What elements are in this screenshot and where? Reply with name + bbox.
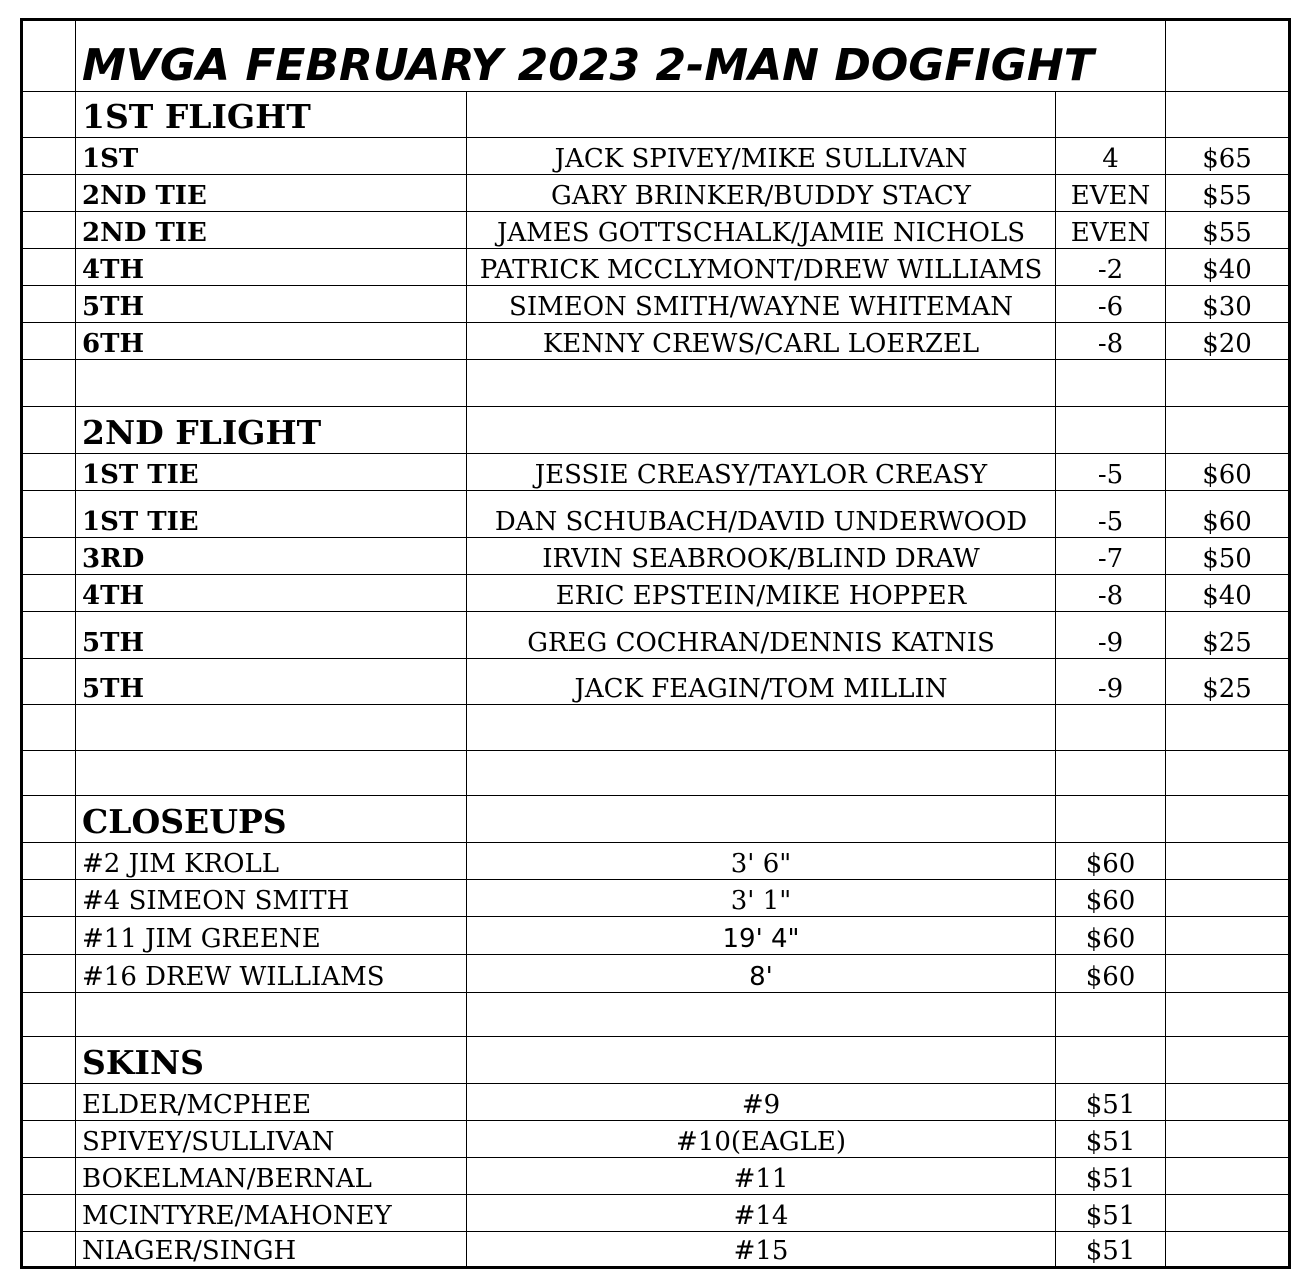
table-row [22,323,1290,360]
prize-cell: $25 [1166,659,1290,705]
section-header [22,1037,1290,1084]
section-title-closeups: CLOSEUPS [82,802,287,841]
prize-cell: $25 [1166,612,1290,659]
empty-row [22,751,1290,796]
place-cell: 5TH [76,286,467,323]
place-cell: 5TH [76,612,467,659]
hole-cell: #11 [467,1158,1056,1195]
team-cell: SIMEON SMITH/WAYNE WHITEMAN [467,286,1056,323]
score-cell: -7 [1056,538,1166,575]
section-header [22,92,1290,138]
team-cell: SPIVEY/SULLIVAN [76,1121,467,1158]
table-row [22,491,1290,538]
prize-cell: $51 [1056,1084,1166,1121]
prize-cell: $51 [1056,1121,1166,1158]
table-row [22,138,1290,175]
team-cell: PATRICK MCCLYMONT/DREW WILLIAMS [467,249,1056,286]
team-cell: JAMES GOTTSCHALK/JAMIE NICHOLS [467,212,1056,249]
section-title-1st-flight: 1ST FLIGHT [82,97,311,136]
score-cell: -9 [1056,659,1166,705]
prize-cell: $20 [1166,323,1290,360]
table-row [22,1084,1290,1121]
team-cell: JACK SPIVEY/MIKE SULLIVAN [467,138,1056,175]
table-row [22,212,1290,249]
empty-row [22,360,1290,407]
prize-cell: $65 [1166,138,1290,175]
prize-cell: $55 [1166,175,1290,212]
prize-cell: $55 [1166,212,1290,249]
table-row [22,880,1290,917]
table-row [22,1195,1290,1232]
table-row [22,955,1290,993]
score-cell: 4 [1056,138,1166,175]
place-cell: 4TH [76,249,467,286]
prize-cell: $51 [1056,1232,1166,1268]
table-row [22,175,1290,212]
table-row [22,575,1290,612]
team-cell: ERIC EPSTEIN/MIKE HOPPER [467,575,1056,612]
place-cell: 5TH [76,659,467,705]
place-cell: 2ND TIE [76,212,467,249]
place-cell: 6TH [76,323,467,360]
empty-row [22,993,1290,1037]
score-cell: -5 [1056,491,1166,538]
section-header [22,407,1290,454]
table-row [22,843,1290,880]
distance-cell: 19' 4" [467,917,1056,955]
table-row [22,454,1290,491]
results-table [20,18,1291,1269]
prize-cell: $60 [1056,955,1166,993]
prize-cell: $40 [1166,575,1290,612]
score-cell: -8 [1056,323,1166,360]
place-cell: 1ST TIE [76,454,467,491]
player-cell: #16 DREW WILLIAMS [76,955,467,993]
place-cell: 1ST [76,138,467,175]
prize-cell: $51 [1056,1158,1166,1195]
team-cell: GREG COCHRAN/DENNIS KATNIS [467,612,1056,659]
score-cell: EVEN [1056,212,1166,249]
prize-cell: $60 [1166,454,1290,491]
player-cell: #4 SIMEON SMITH [76,880,467,917]
team-cell: BOKELMAN/BERNAL [76,1158,467,1195]
table-row [22,286,1290,323]
prize-cell: $51 [1056,1195,1166,1232]
place-cell: 2ND TIE [76,175,467,212]
team-cell: IRVIN SEABROOK/BLIND DRAW [467,538,1056,575]
team-cell: KENNY CREWS/CARL LOERZEL [467,323,1056,360]
hole-cell: #9 [467,1084,1056,1121]
team-cell: JACK FEAGIN/TOM MILLIN [467,659,1056,705]
prize-cell: $60 [1056,917,1166,955]
prize-cell: $60 [1166,491,1290,538]
score-cell: -8 [1056,575,1166,612]
score-cell: -5 [1056,454,1166,491]
prize-cell: $60 [1056,880,1166,917]
score-cell: -9 [1056,612,1166,659]
distance-cell: 3' 1" [467,880,1056,917]
empty-row [22,705,1290,751]
team-cell: ELDER/MCPHEE [76,1084,467,1121]
score-cell: -2 [1056,249,1166,286]
table-row [22,659,1290,705]
hole-cell: #15 [467,1232,1056,1268]
team-cell: JESSIE CREASY/TAYLOR CREASY [467,454,1056,491]
prize-cell: $60 [1056,843,1166,880]
prize-cell: $30 [1166,286,1290,323]
player-cell: #2 JIM KROLL [76,843,467,880]
page-title: MVGA FEBRUARY 2023 2-MAN DOGFIGHT [82,40,1094,91]
hole-cell: #10(EAGLE) [467,1121,1056,1158]
table-row [22,917,1290,955]
distance-cell: 8' [467,955,1056,993]
player-cell: #11 JIM GREENE [76,917,467,955]
team-cell: MCINTYRE/MAHONEY [76,1195,467,1232]
table-row [22,1158,1290,1195]
table-row [22,1121,1290,1158]
table-row [22,249,1290,286]
table-row [22,538,1290,575]
place-cell: 1ST TIE [76,491,467,538]
team-cell: NIAGER/SINGH [76,1232,467,1268]
title-row [22,20,1290,92]
section-title-skins: SKINS [82,1043,204,1082]
section-title-2nd-flight: 2ND FLIGHT [82,413,322,452]
team-cell: GARY BRINKER/BUDDY STACY [467,175,1056,212]
place-cell: 3RD [76,538,467,575]
table-row [22,1232,1290,1268]
prize-cell: $40 [1166,249,1290,286]
table-row [22,612,1290,659]
place-cell: 4TH [76,575,467,612]
prize-cell: $50 [1166,538,1290,575]
score-cell: -6 [1056,286,1166,323]
score-cell: EVEN [1056,175,1166,212]
distance-cell: 3' 6" [467,843,1056,880]
team-cell: DAN SCHUBACH/DAVID UNDERWOOD [467,491,1056,538]
hole-cell: #14 [467,1195,1056,1232]
section-header [22,796,1290,843]
